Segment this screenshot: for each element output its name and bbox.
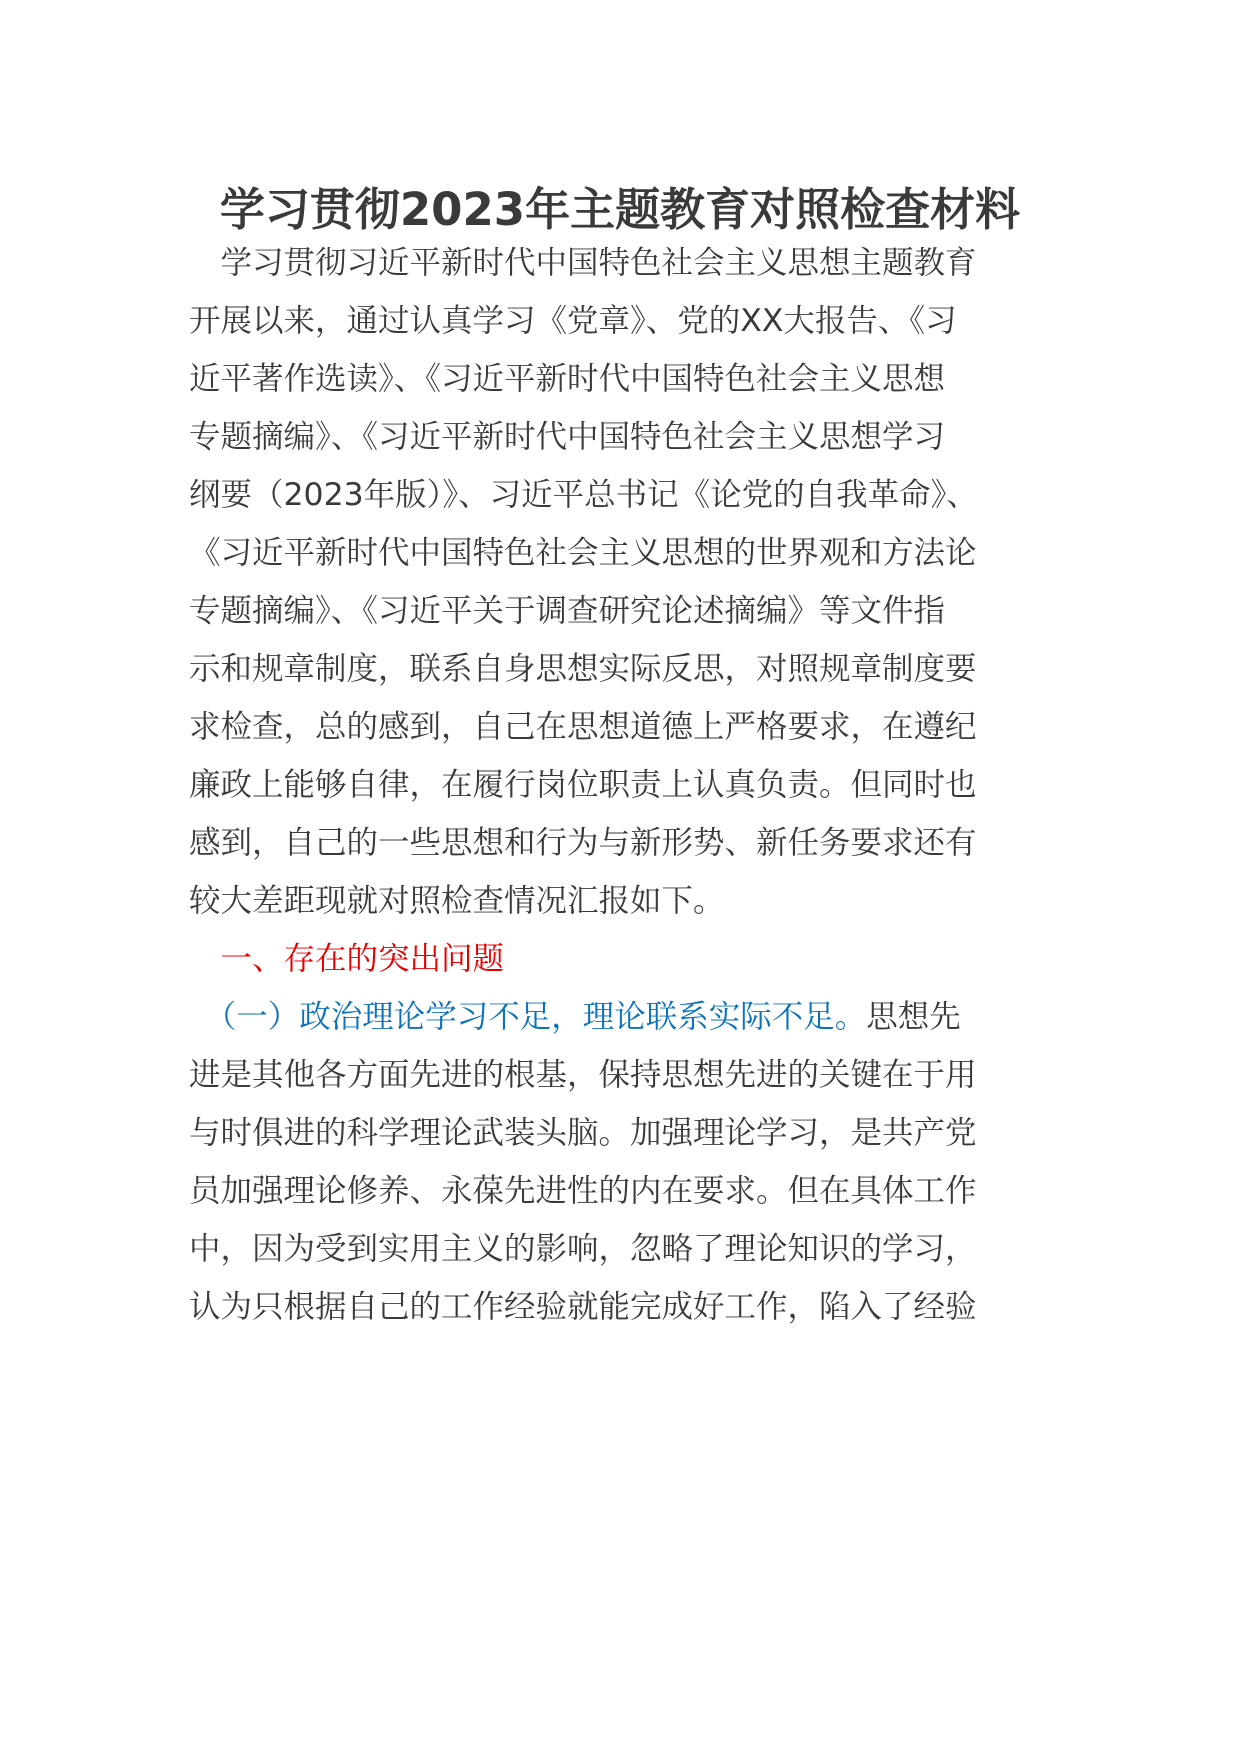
subsection-line-start: 思想先 [866,999,961,1035]
body-line-4: 中，因为受到实用主义的影响，忽略了理论知识的学习， [189,1231,977,1267]
intro-line-1: 学习贯彻习近平新时代中国特色社会主义思想主题教育 [189,245,977,281]
body-line-3: 员加强理论修养、永葆先进性的内在要求。但在具体工作 [189,1173,977,1209]
intro-line-3: 近平著作选读》、《习近平新时代中国特色社会主义思想 [189,361,946,397]
intro-line-12: 较大差距现就对照检查情况汇报如下。 [189,883,725,919]
section-heading-1: 一、存在的突出问题 [189,941,505,977]
subsection-heading-1: （一）政治理论学习不足，理论联系实际不足。 [189,999,867,1035]
intro-line-2: 开展以来，通过认真学习《党章》、党的XX大报告、《习 [189,303,957,339]
body-line-5: 认为只根据自己的工作经验就能完成好工作，陷入了经验 [189,1289,977,1325]
body-line-2: 与时俱进的科学理论武装头脑。加强理论学习，是共产党 [189,1115,977,1151]
intro-line-6: 《习近平新时代中国特色社会主义思想的世界观和方法论 [189,535,977,571]
document-title: 学习贯彻2023年主题教育对照检查材料 [219,183,1021,236]
intro-line-8: 示和规章制度，联系自身思想实际反思，对照规章制度要 [189,651,977,687]
intro-line-5: 纲要（2023年版）》、习近平总书记《论党的自我革命》、 [189,477,978,513]
subsection-first-line [189,984,961,1050]
intro-line-11: 感到，自己的一些思想和行为与新形势、新任务要求还有 [189,825,977,861]
intro-line-7: 专题摘编》、《习近平关于调查研究论述摘编》等文件指 [189,593,946,629]
intro-line-4: 专题摘编》、《习近平新时代中国特色社会主义思想学习 [189,419,946,455]
intro-line-9: 求检查，总的感到，自己在思想道德上严格要求，在遵纪 [189,709,977,745]
intro-line-10: 廉政上能够自律，在履行岗位职责上认真负责。但同时也 [189,767,977,803]
body-line-1: 进是其他各方面先进的根基，保持思想先进的关键在于用 [189,1057,977,1093]
